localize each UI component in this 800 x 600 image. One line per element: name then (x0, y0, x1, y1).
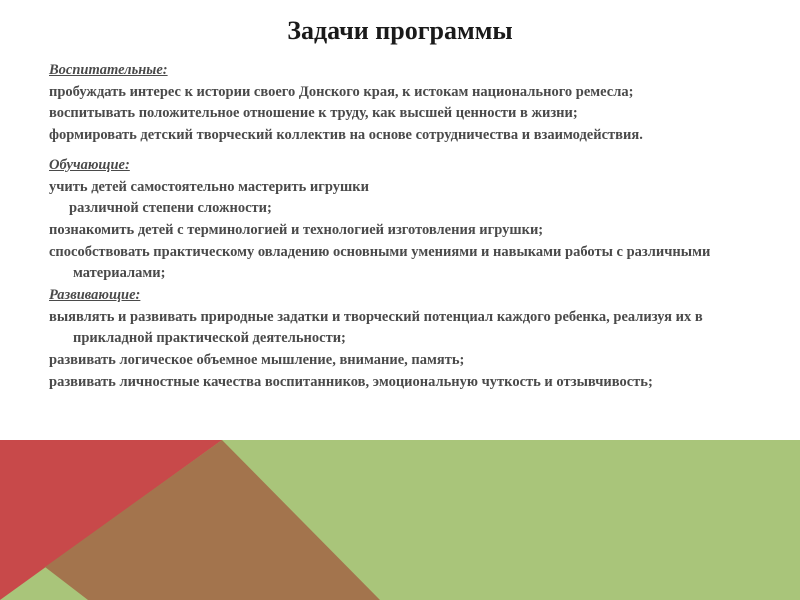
section-educational (49, 60, 749, 147)
section-heading: Воспитательные: (49, 62, 168, 78)
list-item: способствовать практическому овладению основными умениями и навыками работы с различными материалами; (49, 243, 711, 282)
list-item: развивать логическое объемное мышление, внимание, память; (49, 352, 465, 369)
list-item: воспитывать положительное отношение к труду, как высшей ценности в жизни; (49, 105, 578, 122)
list-item: пробуждать интерес к истории своего Донского края, к истокам национального ремесла; (49, 83, 634, 100)
section-heading: Развивающие: (49, 287, 141, 304)
section-teaching (49, 155, 749, 285)
list-item: познакомить детей с терминологией и технологией изготовления игрушки; (49, 221, 544, 238)
list-item: различной степени сложности; (69, 200, 272, 217)
section-developing (49, 285, 749, 394)
list-item: формировать детский творческий коллектив на основе сотрудничества и взаимодействия. (49, 127, 643, 144)
list-item: развивать личностные качества воспитанников, эмоциональную чуткость и отзывчивость; (49, 373, 653, 390)
list-item: выявлять и развивать природные задатки и творческий потенциал каждого ребенка, реализуя их в прикладной практической деятельности; (49, 308, 703, 347)
slide-title: Задачи программы (287, 16, 513, 45)
section-heading: Обучающие: (49, 156, 130, 173)
tasks-list (49, 60, 749, 394)
list-item: учить детей самостоятельно мастерить игрушки (49, 178, 369, 195)
